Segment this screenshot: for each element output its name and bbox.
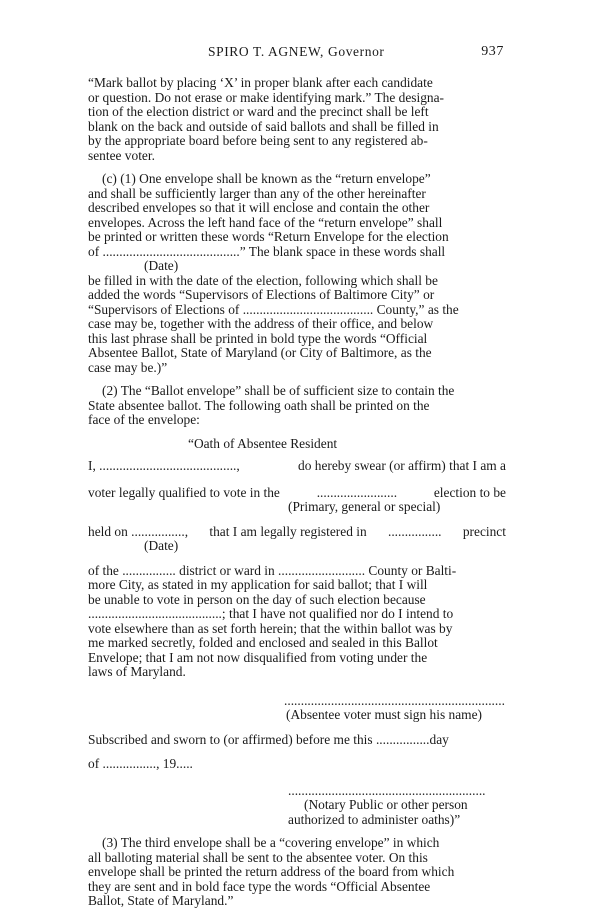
signature-line: .................................................................. [284, 692, 505, 708]
page-header [88, 44, 504, 62]
oath-text: that I am legally registered in [209, 523, 367, 539]
text-line: Absentee Ballot, State of Maryland (or City of Baltimore, as the [88, 345, 432, 360]
notary-caption: authorized to administer oaths)” [288, 811, 461, 827]
paragraph-covering-envelope [88, 836, 506, 909]
text-line: they are sent and in bold face type the words “Official Absentee [88, 878, 431, 894]
notary-caption: (Notary Public or other person [304, 797, 468, 812]
text-line: of the ................ district or ward in .......................... County or Balti- [88, 562, 457, 578]
text-line: Ballot, State of Maryland.” [88, 893, 234, 908]
text-line: ........................................; that I have not qualified nor do I intend to [88, 606, 454, 621]
notary-signature-line: ........................................................... [288, 782, 486, 798]
text-line: be unable to vote in person on the day of such election because [88, 591, 426, 607]
text-line: face of the envelope: [88, 412, 200, 427]
text-line: me marked secretly, folded and enclosed and sealed in this Ballot [88, 635, 438, 650]
precinct-blank: ................ [387, 523, 442, 539]
oath-line [88, 525, 506, 540]
text-line: envelope shall be printed the return address of the board from which [88, 864, 455, 879]
oath-title: “Oath of Absentee Resident [188, 435, 338, 451]
date-caption: (Date) [144, 258, 179, 273]
oath-text: voter legally qualified to vote in the [88, 484, 280, 500]
paragraph-return-envelope [88, 172, 506, 375]
page-body [88, 76, 506, 909]
text-line: of .........................................” The blank space in these words shall [88, 243, 446, 259]
text-line: more City, as stated in my application for said ballot; that I will [88, 577, 428, 592]
text-line: case may be.)” [88, 359, 168, 375]
text-line: “Supervisors of Elections of ....................................... County,” as the [88, 301, 459, 317]
election-type-blank: ........................ [316, 484, 398, 500]
date-blank: held on ................, [88, 523, 189, 539]
text-line: “Mark ballot by placing ‘X’ in proper blank after each candidate [88, 75, 433, 90]
date-caption: (Date) [144, 538, 179, 553]
text-line: envelopes. Across the left hand face of the “return envelope” shall [88, 214, 443, 230]
text-line: tion of the election district or ward and the precinct shall be left [88, 104, 429, 119]
text-line: State absentee ballot. The following oath shall be printed on the [88, 397, 430, 413]
text-line: be printed or written these words “Return Envelope for the election [88, 229, 449, 244]
text-line: this last phrase shall be printed in bold type the words “Official [88, 330, 428, 346]
text-line: by the appropriate board before being sent to any registered ab- [88, 133, 428, 148]
text-line: vote elsewhere than as set forth herein; that the within ballot was by [88, 620, 453, 636]
text-line: Envelope; that I am not now disqualified from voting under the [88, 649, 428, 665]
oath-line [88, 486, 506, 501]
signature-caption: (Absentee voter must sign his name) [286, 707, 482, 722]
text-line: laws of Maryland. [88, 664, 186, 679]
oath-line [88, 459, 506, 474]
oath-name-blank: I, ........................................., [88, 458, 240, 473]
text-line: be filled in with the date of the election, following which shall be [88, 272, 438, 288]
oath-text: do hereby swear (or affirm) that I am a [298, 458, 506, 473]
oath-text: precinct [462, 523, 506, 539]
text-line: blank on the back and outside of said ballots and shall be filled in [88, 118, 439, 134]
text-line: sentee voter. [88, 147, 155, 163]
paragraph-ballot-envelope [88, 384, 506, 428]
text-line: added the words “Supervisors of Elections of Baltimore City” or [88, 287, 435, 302]
subscribed-line: Subscribed and sworn to (or affirmed) before me this ................day [88, 731, 449, 747]
date-of-line: of ................, 19..... [88, 756, 193, 771]
text-line: (3) The third envelope shall be a “covering envelope” in which [102, 835, 440, 850]
oath-text: election to be [433, 484, 506, 500]
text-line: and shall be sufficiently larger than any of the other hereinafter [88, 185, 426, 201]
text-line: all balloting material shall be sent to the absentee voter. On this [88, 849, 428, 865]
text-line: case may be, together with the address of their office, and below [88, 316, 434, 331]
text-line: (2) The “Ballot envelope” shall be of sufficient size to contain the [102, 383, 455, 398]
paragraph-ballot-marking [88, 76, 506, 163]
text-line: (c) (1) One envelope shall be known as the “return envelope” [102, 171, 431, 186]
oath-block [88, 437, 506, 828]
text-line: described envelopes so that it will enclose and contain the other [88, 200, 430, 215]
running-title: SPIRO T. AGNEW, Governor [208, 44, 385, 59]
text-line: or question. Do not erase or make identifying mark.” The designa- [88, 89, 444, 105]
election-type-caption: (Primary, general or special) [288, 499, 441, 514]
page-number: 937 [481, 44, 504, 59]
